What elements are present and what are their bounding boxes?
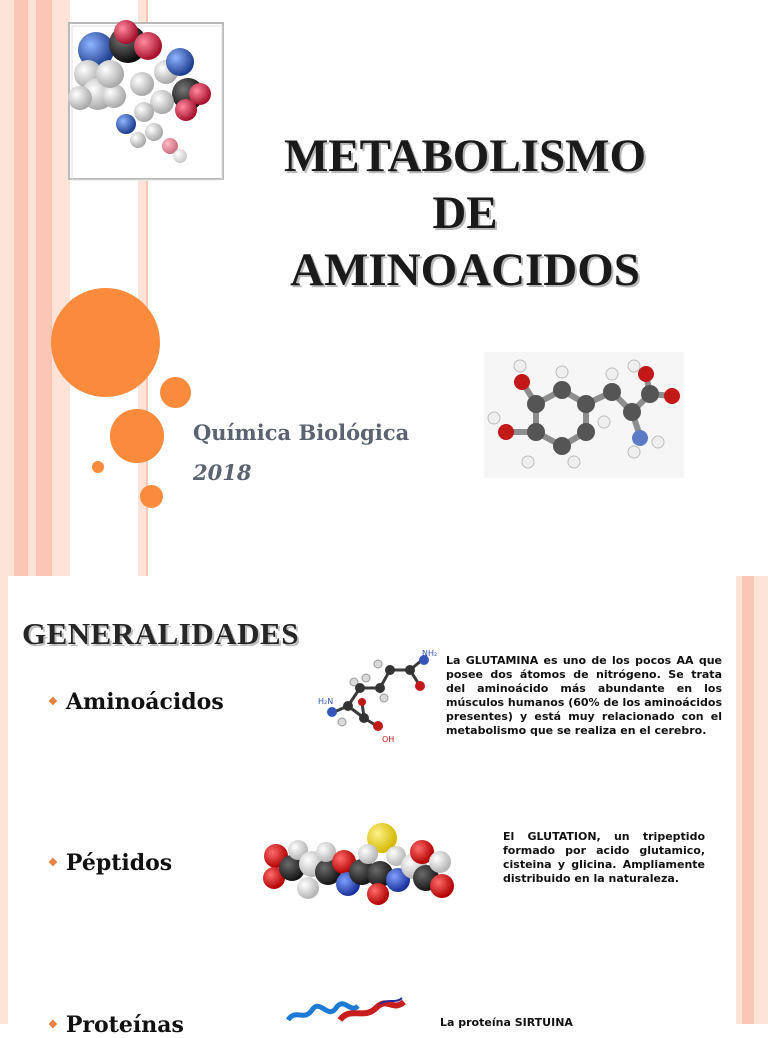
stripe <box>0 0 14 576</box>
stripe <box>742 576 754 1024</box>
decorative-circle <box>110 409 164 463</box>
subtitle: Química Biológica <box>193 420 410 445</box>
generalidades-slide <box>0 576 768 1038</box>
slide-title <box>240 128 690 299</box>
item-label: Proteínas <box>65 1012 184 1038</box>
glutathione-molecule-image <box>262 822 454 904</box>
list-item-peptidos <box>48 850 172 876</box>
decorative-circle <box>140 485 163 508</box>
stripe <box>36 0 52 576</box>
title-line: DE <box>432 187 498 239</box>
ball-stick-molecule-image <box>484 352 684 478</box>
oh-label: OH <box>382 735 395 744</box>
list-item-proteinas <box>48 1012 184 1038</box>
stripe <box>14 0 28 576</box>
glutamine-molecule-image <box>318 646 438 746</box>
decorative-circle <box>160 377 191 408</box>
item-label: Péptidos <box>65 850 173 876</box>
item-description: La GLUTAMINA es uno de los pocos AA que posee dos átomos de nitrógeno. Se trata del aminoácido más abundante en los músculos humanos (60% de los aminoácidos presentes) y está muy relacionado con el metabolismo que se realiza en el cerebro. <box>446 654 722 737</box>
list-item-aminoacidos <box>48 689 224 715</box>
decorative-circle <box>92 461 104 473</box>
title-line: AMINOACIDOS <box>290 244 640 296</box>
decorative-circle <box>51 288 160 397</box>
item-description: La proteína SIRTUINA <box>440 1016 573 1029</box>
molecule-image <box>68 22 224 180</box>
diamond-bullet-icon: ❖ <box>48 855 58 869</box>
item-label: Aminoácidos <box>65 689 224 715</box>
diamond-bullet-icon: ❖ <box>48 1017 58 1031</box>
year: 2018 <box>193 460 252 485</box>
slide-heading: GENERALIDADES <box>22 616 299 651</box>
diamond-bullet-icon: ❖ <box>48 694 58 708</box>
sirtuin-protein-image <box>280 994 412 1024</box>
stripe <box>754 576 768 1024</box>
stripe <box>0 576 8 1024</box>
h2n-label: H₂N <box>318 697 334 706</box>
stripe <box>28 0 36 576</box>
title-line: METABOLISMO <box>283 130 647 182</box>
nh2-label: NH₂ <box>422 649 438 658</box>
item-description: El GLUTATION, un tripeptido formado por acido glutamico, cisteina y glicina. Ampliamente distribuido en la naturaleza. <box>503 830 705 885</box>
